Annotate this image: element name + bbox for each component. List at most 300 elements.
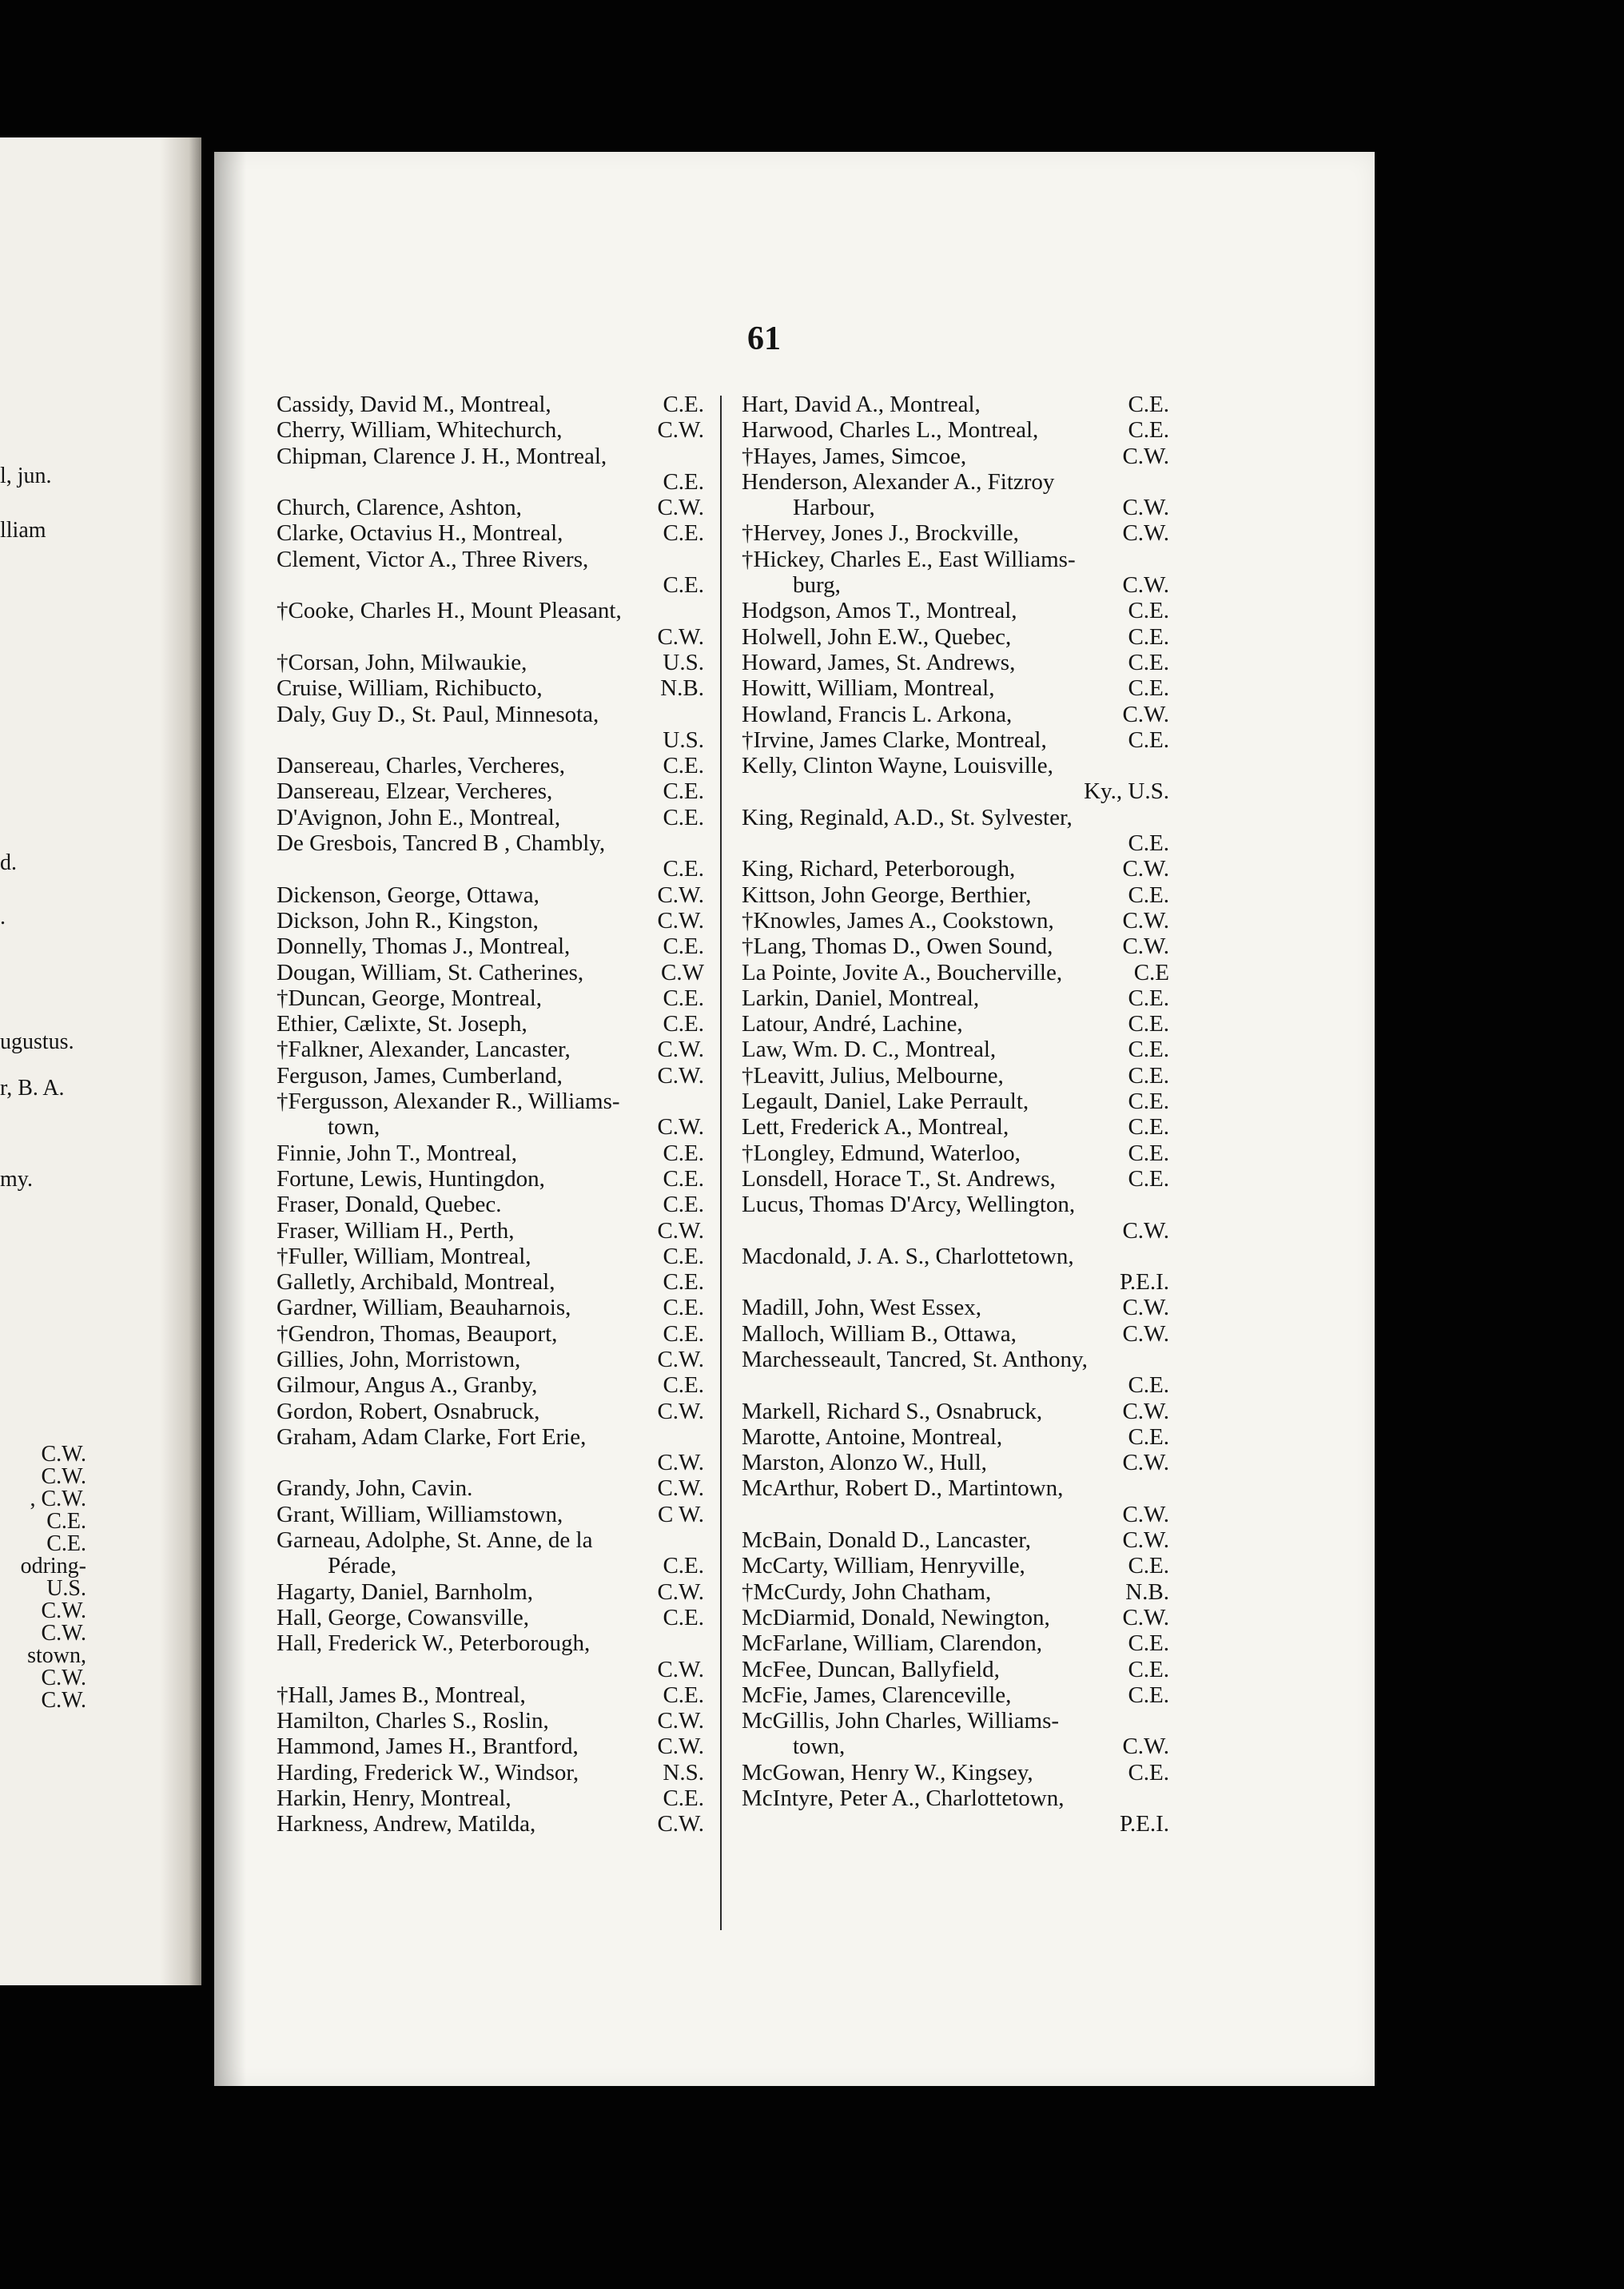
directory-entry [277,1218,704,1244]
entry-name: McArthur, Robert D., Martintown, [742,1475,1064,1502]
entry-province: C.E. [1128,675,1169,702]
directory-entry [742,882,1169,908]
directory-entry [742,1347,1169,1399]
entry-province: C.W. [1122,907,1169,934]
entry-province: C.W. [1122,1527,1169,1554]
entry-province: C.E. [663,1269,704,1296]
entry-name: Graham, Adam Clarke, Fort Erie, [277,1423,587,1450]
directory-entry [742,1037,1169,1062]
directory-entry [277,1682,704,1708]
entry-province: C.W. [657,1450,704,1476]
directory-entry [277,1295,704,1320]
left-page-fragment: C.E. [46,1509,86,1534]
entry-province: C.E. [1128,985,1169,1011]
directory-entry [277,392,704,417]
entry-province: C.W. [657,907,704,934]
directory-entry [277,805,704,830]
entry-name: Donnelly, Thomas J., Montreal, [277,934,571,960]
entry-province: C.W. [1122,1734,1169,1760]
entry-province: C.E. [663,1682,704,1708]
left-page-fragment: lliam [0,518,46,543]
entry-province [698,444,704,469]
entry-province [1163,753,1169,778]
entry-province: C.E. [663,1604,704,1630]
left-page-fragment: C.W. [41,1442,86,1467]
entry-continuation [742,778,1084,804]
entry-province: C W. [657,1501,704,1527]
entry-province: C.E. [663,1785,704,1812]
left-page-fragment: stown, [27,1643,86,1668]
directory-entry [742,1527,1169,1553]
entry-name: Lucus, Thomas D'Arcy, Wellington, [742,1192,1076,1218]
entry-name: Fortune, Lewis, Huntingdon, [277,1165,545,1192]
entry-name: Finnie, John T., Montreal, [277,1140,517,1166]
entry-name: Kittson, John George, Berthier, [742,882,1032,908]
directory-entry [277,1811,704,1837]
entry-province: C.E. [663,572,704,599]
entry-name: Dansereau, Charles, Vercheres, [277,753,565,779]
entry-province: C.E. [663,804,704,830]
entry-province [1163,1347,1169,1372]
entry-name: Madill, John, West Essex, [742,1295,982,1321]
entry-name: Clement, Victor A., Three Rivers, [277,546,589,572]
entry-province: C.W. [657,882,704,908]
page-61 [214,152,1375,2086]
left-page-fragment: U.S. [46,1576,86,1601]
directory-entry [277,1579,704,1605]
entry-name: Harkin, Henry, Montreal, [277,1785,511,1812]
directory-entry [277,702,704,754]
entry-province: C.E. [1128,417,1169,444]
entry-continuation: town, [328,1114,380,1141]
entry-name: Hamilton, Charles S., Roslin, [277,1708,549,1734]
directory-entry [742,1295,1169,1320]
directory-entry [742,856,1169,882]
entry-continuation [277,727,663,753]
entry-name: Galletly, Archibald, Montreal, [277,1269,555,1296]
directory-entry [742,1579,1169,1605]
entry-province: C.E. [1128,830,1169,857]
directory-entry [742,675,1169,701]
entry-province: C.W. [657,623,704,650]
entry-continuation [742,1502,1122,1527]
entry-province [698,598,704,623]
directory-entry [742,1450,1169,1475]
entry-province: C.E. [1128,1423,1169,1450]
directory-entry [742,1011,1169,1037]
left-page-fragment: r, B. A. [0,1076,65,1101]
entry-name: Hagarty, Daniel, Barnholm, [277,1578,534,1605]
directory-entry [277,1527,704,1579]
entry-province: C.E. [1128,1062,1169,1089]
entry-province: C.E. [663,1372,704,1399]
entry-name: Cruise, William, Richibucto, [277,675,543,702]
entry-province: C.W. [657,1811,704,1837]
directory-entry [277,1269,704,1295]
entry-name: †Lang, Thomas D., Owen Sound, [742,934,1053,960]
entry-name: Grandy, John, Cavin. [277,1475,473,1502]
entry-name: Hall, Frederick W., Peterborough, [277,1630,591,1657]
entry-province [1163,1192,1169,1217]
directory-entry [277,1321,704,1347]
entry-province: C.W. [657,1062,704,1089]
entry-name: Howitt, William, Montreal, [742,675,995,702]
directory-entry [277,675,704,701]
entry-name: †Knowles, James A., Cookstown, [742,907,1054,934]
entry-name: Marotte, Antoine, Montreal, [742,1423,1003,1450]
directory-entry [277,1760,704,1785]
left-page-fragment: C.W. [41,1598,86,1623]
directory-entry [742,1708,1169,1760]
entry-province: C.W. [1122,443,1169,469]
entry-province: U.S. [663,727,704,753]
entry-name: †Irvine, James Clarke, Montreal, [742,727,1047,753]
directory-entry [742,960,1169,985]
directory-entry [742,598,1169,623]
page-number: 61 [747,320,781,357]
entry-name: Lonsdell, Horace T., St. Andrews, [742,1165,1056,1192]
entry-province: C.W. [1122,1604,1169,1630]
entry-name: Gardner, William, Beauharnois, [277,1295,571,1321]
entry-province: C.W [661,959,704,985]
directory-entry [277,1475,704,1501]
directory-entry [277,1708,704,1734]
entry-name: McIntyre, Peter A., Charlottetown, [742,1785,1065,1812]
directory-entry [277,1063,704,1089]
directory-entry [742,805,1169,857]
entry-name: †Hall, James B., Montreal, [277,1682,526,1708]
entry-continuation [277,469,663,495]
entry-province: C.W. [1122,701,1169,727]
entry-province: C.W. [657,495,704,521]
entry-province: C.E. [1128,1114,1169,1141]
column-divider [720,396,722,1930]
left-page-fragment: l, jun. [0,464,52,488]
directory-entry [742,1141,1169,1166]
entry-name: Dougan, William, St. Catherines, [277,959,584,985]
directory-entry [277,1399,704,1424]
entry-continuation: town, [793,1734,846,1760]
directory-entry [277,1347,704,1372]
entry-province [1163,1244,1169,1269]
entry-province: C.W. [1122,1320,1169,1347]
entry-name: Clarke, Octavius H., Montreal, [277,520,563,547]
left-page-fragment: C.E. [46,1531,86,1556]
directory-entry [277,495,704,520]
entry-province: P.E.I. [1119,1811,1169,1837]
entry-name: Ethier, Cælixte, St. Joseph, [277,1011,527,1037]
directory-entry [742,392,1169,417]
entry-province: N.B. [1125,1578,1169,1605]
entry-name: Ferguson, James, Cumberland, [277,1062,563,1089]
entry-name: Hall, George, Cowansville, [277,1604,529,1630]
entry-province: C.E. [663,392,704,417]
left-page-fragment: d. [0,850,17,875]
directory-entry [742,727,1169,753]
left-page-fragment: , C.W. [30,1487,86,1511]
directory-entry [742,444,1169,469]
entry-name: Latour, André, Lachine, [742,1011,963,1037]
entry-province: C.E. [1128,1553,1169,1579]
entry-province: C.E. [1128,1011,1169,1037]
entry-continuation [742,1372,1128,1398]
entry-name: Henderson, Alexander A., Fitzroy [742,468,1055,495]
entry-continuation [277,1450,657,1475]
entry-continuation [277,856,663,882]
entry-name: Church, Clarence, Ashton, [277,495,522,521]
entry-province: C.E. [1128,1165,1169,1192]
directory-entry [742,624,1169,650]
entry-province: C.W. [657,1708,704,1734]
entry-name: Daly, Guy D., St. Paul, Minnesota, [277,701,599,727]
entry-name: Cassidy, David M., Montreal, [277,392,551,417]
entry-province: C.E. [1128,649,1169,675]
entry-name: †Fuller, William, Montreal, [277,1243,531,1269]
entry-name: †Hervey, Jones J., Brockville, [742,520,1019,547]
directory-entry [742,469,1169,521]
entry-name: Gilmour, Angus A., Granby, [277,1372,538,1399]
entry-province: C.W. [1122,1398,1169,1424]
directory-entry [742,985,1169,1011]
directory-entry [277,1605,704,1630]
directory-entry [742,908,1169,934]
entry-name: Lett, Frederick A., Montreal, [742,1114,1009,1141]
directory-entry [742,520,1169,546]
entry-name: †Hickey, Charles E., East Williams- [742,546,1076,572]
directory-entry [277,753,704,778]
entry-province: C.W. [1122,1450,1169,1476]
entry-province: C.W. [1122,856,1169,882]
directory-entry [742,1089,1169,1114]
entry-province: C.W. [1122,495,1169,521]
directory-entry [742,1760,1169,1785]
directory-entry [277,882,704,908]
entry-continuation: Harbour, [793,495,875,521]
directory-entry [277,960,704,985]
entry-province: C.E. [1128,1682,1169,1708]
entry-province [1163,1708,1169,1734]
entry-continuation [742,1269,1120,1295]
entry-name: Garneau, Adolphe, St. Anne, de la [277,1527,593,1554]
entry-continuation [742,1218,1122,1244]
entry-name: King, Richard, Peterborough, [742,856,1016,882]
directory-entry [742,547,1169,599]
entry-province: C.E. [663,934,704,960]
entry-name: †Cooke, Charles H., Mount Pleasant, [277,598,622,624]
entry-name: Fraser, Donald, Quebec. [277,1192,502,1218]
left-page-fragment: odring- [20,1554,86,1578]
entry-name: McGowan, Henry W., Kingsey, [742,1759,1033,1785]
directory-entry [277,650,704,675]
entry-province [698,1527,704,1553]
entry-name: Marston, Alonzo W., Hull, [742,1450,987,1476]
entry-name: Markell, Richard S., Osnabruck, [742,1398,1043,1424]
entry-name: †Gendron, Thomas, Beauport, [277,1320,558,1347]
directory-entry [742,1682,1169,1708]
left-page-fragment: . [0,905,6,930]
entry-name: †McCurdy, John Chatham, [742,1578,992,1605]
entry-name: †Duncan, George, Montreal, [277,985,543,1011]
entry-continuation [277,572,663,598]
entry-province: C.W. [657,1734,704,1760]
entry-province: C.E. [663,1553,704,1579]
directory-entry [277,1424,704,1476]
entry-province: C.W. [657,1037,704,1063]
directory-entry [742,753,1169,805]
entry-name: McFarlane, William, Clarendon, [742,1630,1043,1657]
entry-province [1163,1475,1169,1501]
entry-province: C.E. [1128,1630,1169,1657]
entry-province: C.E. [663,778,704,805]
directory-entry [742,1114,1169,1140]
entry-province: C.W. [657,1475,704,1502]
directory-entry [742,1424,1169,1450]
entry-province [698,547,704,572]
entry-province: C.E. [663,1140,704,1166]
entry-name: De Gresbois, Tancred B , Chambly, [277,830,606,857]
directory-entry [742,1553,1169,1578]
entry-continuation: burg, [793,572,841,599]
entry-province: C.W. [657,1114,704,1141]
entry-name: †Corsan, John, Milwaukie, [277,649,527,675]
directory-entry [277,417,704,443]
entry-province: C.W. [1122,1217,1169,1244]
entry-name: Legault, Daniel, Lake Perrault, [742,1089,1029,1115]
directory-entry [277,1166,704,1192]
entry-province: C.E. [1128,882,1169,908]
entry-province [698,702,704,727]
entry-province: C.E. [663,753,704,779]
entry-province: C.W. [1122,520,1169,547]
entry-name: Hammond, James H., Brantford, [277,1734,579,1760]
directory-entry [742,1605,1169,1630]
left-page-fragment: C.W. [41,1464,86,1489]
directory-entry [742,1321,1169,1347]
entry-province: C.E. [663,1320,704,1347]
entry-province: C.E. [663,856,704,882]
entry-continuation: Pérade, [328,1553,397,1579]
entry-name: Macdonald, J. A. S., Charlottetown, [742,1243,1074,1269]
entry-name: Hart, David A., Montreal, [742,392,981,417]
entry-province [698,830,704,856]
directory-entry [277,934,704,959]
entry-province: C.E. [663,985,704,1011]
directory-entry [277,598,704,650]
entry-province: C.W. [657,1217,704,1244]
directory-entry [742,417,1169,443]
entry-province: C.E. [663,520,704,547]
entry-province [1163,805,1169,830]
entry-name: Grant, William, Williamstown, [277,1501,563,1527]
entry-name: Marchesseault, Tancred, St. Anthony, [742,1346,1088,1372]
directory-entry [277,1785,704,1811]
entry-name: †Fergusson, Alexander R., Williams- [277,1089,620,1115]
entry-name: McBain, Donald D., Lancaster, [742,1527,1032,1554]
entry-name: Harwood, Charles L., Montreal, [742,417,1039,444]
entry-name: D'Avignon, John E., Montreal, [277,804,561,830]
directory-entry [742,1192,1169,1244]
entry-name: Kelly, Clinton Wayne, Louisville, [742,753,1053,779]
left-page-fold [160,137,201,1985]
entry-name: Harding, Frederick W., Windsor, [277,1759,579,1785]
entry-continuation [277,1657,657,1682]
entry-province [1163,469,1169,495]
entry-name: McCarty, William, Henryville, [742,1553,1025,1579]
directory-entry [742,702,1169,727]
directory-entry [277,444,704,496]
left-page-fragment: C.W. [41,1666,86,1690]
entry-name: Larkin, Daniel, Montreal, [742,985,980,1011]
entry-continuation [277,624,657,650]
entry-province [1163,547,1169,572]
entry-province: U.S. [663,649,704,675]
directory-entry [277,1372,704,1398]
entry-province: C.E. [1128,1089,1169,1115]
entry-province: C.E. [663,1192,704,1218]
entry-name: Dickenson, George, Ottawa, [277,882,539,908]
entry-province: C.E. [663,1295,704,1321]
directory-entry [742,650,1169,675]
directory-entry [277,1502,704,1527]
directory-entry [277,985,704,1011]
entry-name: Dansereau, Elzear, Vercheres, [277,778,553,805]
entry-name: McFee, Duncan, Ballyfield, [742,1656,1000,1682]
entry-name: Cherry, William, Whitechurch, [277,417,563,444]
directory-entry [742,1063,1169,1089]
entry-province: C.W. [1122,1501,1169,1527]
entry-name: Gordon, Robert, Osnabruck, [277,1398,540,1424]
entry-name: Holwell, John E.W., Quebec, [742,623,1012,650]
entry-province: C.E. [663,1011,704,1037]
entry-province [1163,1785,1169,1811]
entry-province [698,1424,704,1450]
entry-name: Law, Wm. D. C., Montreal, [742,1037,997,1063]
entry-name: McGillis, John Charles, Williams- [742,1708,1060,1734]
left-column [277,392,704,1837]
entry-continuation [742,1811,1120,1837]
left-page-fragment: C.W. [41,1688,86,1713]
entry-province: C.W. [1122,934,1169,960]
entry-province: C.E. [1128,727,1169,753]
left-page-fragment: my. [0,1167,33,1192]
directory-entry [277,1734,704,1759]
directory-entry [742,1785,1169,1837]
entry-name: †Longley, Edmund, Waterloo, [742,1140,1021,1166]
entry-province: C.E. [1128,1759,1169,1785]
entry-province: C.E [1133,959,1169,985]
entry-name: Gillies, John, Morristown, [277,1346,521,1372]
entry-province: Ky., U.S. [1084,778,1169,805]
entry-province: C.E. [663,1165,704,1192]
directory-entry [742,1657,1169,1682]
directory-entry [277,1630,704,1682]
directory-entry [742,1166,1169,1192]
entry-province: C.W. [657,417,704,444]
entry-province: C.W. [1122,1295,1169,1321]
entry-name: King, Reginald, A.D., St. Sylvester, [742,804,1073,830]
entry-name: Hodgson, Amos T., Montreal, [742,598,1017,624]
entry-name: Fraser, William H., Perth, [277,1217,515,1244]
entry-name: Howard, James, St. Andrews, [742,649,1016,675]
entry-province: C.W. [1122,572,1169,599]
directory-entry [742,1244,1169,1296]
entry-province: C.E. [1128,623,1169,650]
entry-name: Chipman, Clarence J. H., Montreal, [277,443,607,469]
entry-province: N.B. [660,675,704,702]
entry-province: C.E. [1128,392,1169,417]
entry-province: C.W. [657,1578,704,1605]
directory-entry [277,1089,704,1141]
